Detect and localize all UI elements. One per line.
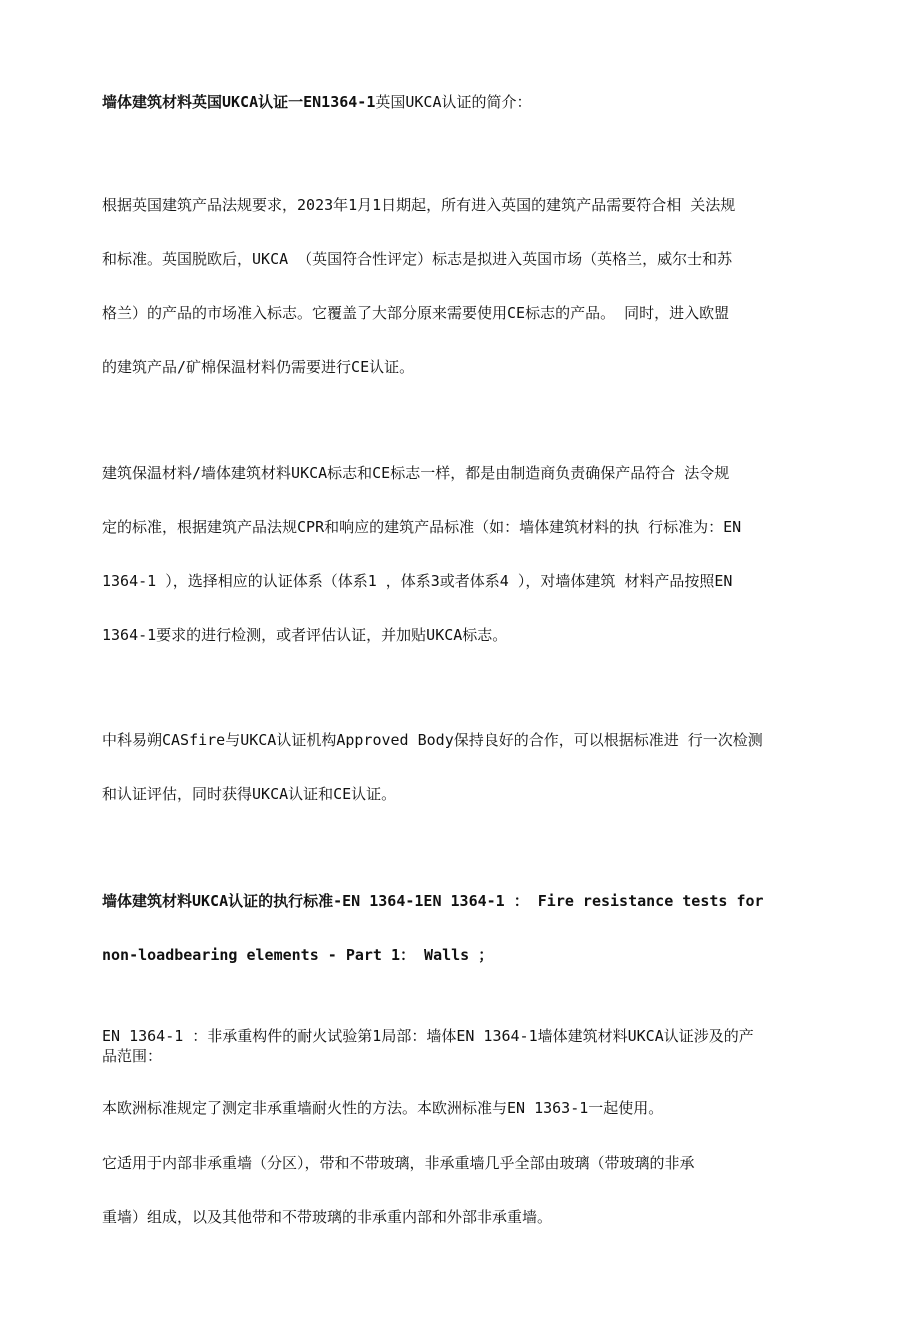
text-line: 和认证评估，同时获得UKCA认证和CE认证。 (102, 785, 397, 803)
heading-line: non-loadbearing elements - Part 1： Walls ； (102, 946, 494, 964)
heading-part: 墙体建筑材料UKCA认证的执行标准-EN 1364-1EN 1364-1 ： Fire resistance tests for (102, 892, 764, 910)
text-line: 1364-1要求的进行检测，或者评估认证，并加贴UKCA标志。 (102, 626, 508, 644)
text-line: 和标准。英国脱欧后，UKCA （英国符合性评定）标志是拟进入英国市场（英格兰，威尔士和苏 (102, 250, 733, 268)
title-bold: 墙体建筑材料英国UKCA认证一EN1364-1 (102, 93, 376, 111)
marking-paragraph (102, 464, 820, 644)
text-line: 重墙）组成，以及其他带和不带玻璃的非承重内部和外部非承重墙。 (102, 1208, 553, 1226)
title-normal: 英国UKCA认证的简介： (375, 93, 532, 111)
text-line: 中科易朔CASfire与UKCA认证机构Approved Body保持良好的合作，可以根据标准进 行一次检测 (102, 731, 763, 749)
scope-paragraph (102, 1027, 820, 1065)
cooperation-paragraph (102, 731, 820, 803)
text-line: EN 1364-1 ：非承重构件的耐火试验第1局部：墙体EN 1364-1墙体建筑材料UKCA认证涉及的产 (102, 1027, 754, 1045)
document-title (102, 93, 820, 111)
text-line: 根据英国建筑产品法规要求，2023年1月1日期起，所有进入英国的建筑产品需要符合相 关法规 (102, 196, 736, 214)
text-line: 的建筑产品/矿棉保温材料仍需要进行CE认证。 (102, 358, 415, 376)
text-line: 格兰）的产品的市场准入标志。它覆盖了大部分原来需要使用CE标志的产品。 同时，进入欧盟 (102, 304, 730, 322)
text-line: 本欧洲标准规定了测定非承重墙耐火性的方法。本欧洲标准与EN 1363-1一起使用。 (102, 1099, 664, 1117)
heading-line (102, 892, 820, 910)
text-line: 建筑保温材料/墙体建筑材料UKCA标志和CE标志一样，都是由制造商负责确保产品符合 法令规 (102, 464, 730, 482)
text-line: 1364-1 ），选择相应的认证体系（体系1 ，体系3或者体系4 ），对墙体建筑 材料产品按照EN (102, 572, 733, 590)
text-line: 定的标准，根据建筑产品法规CPR和响应的建筑产品标准（如：墙体建筑材料的执 行标准为：EN (102, 518, 742, 536)
text-line: 品范围： (102, 1047, 163, 1065)
application-paragraph (102, 1154, 820, 1226)
standard-heading (102, 892, 820, 964)
method-paragraph (102, 1099, 820, 1117)
intro-paragraph (102, 196, 820, 376)
text-line: 它适用于内部非承重墙（分区），带和不带玻璃，非承重墙几乎全部由玻璃（带玻璃的非承 (102, 1154, 695, 1172)
